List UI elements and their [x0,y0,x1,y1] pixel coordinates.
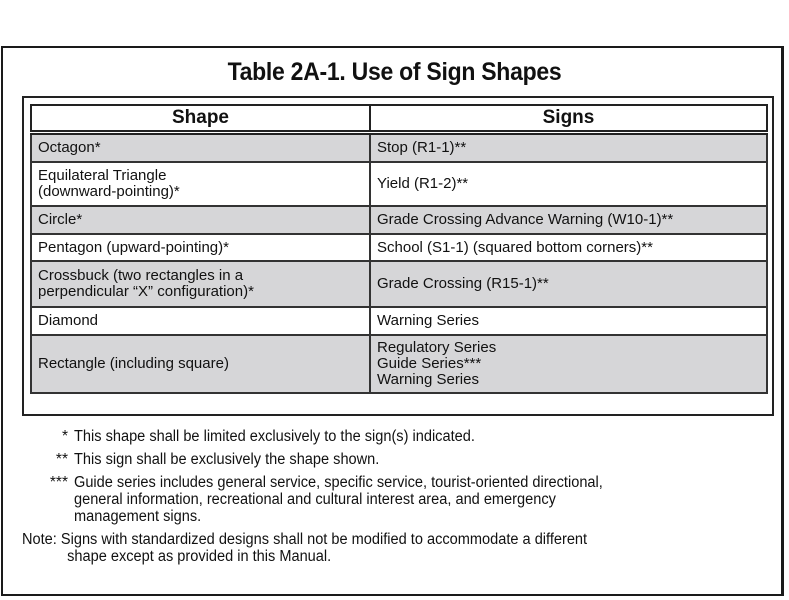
footnote-double-asterisk [22,451,762,468]
signs-text: Yield (R1-2)** [377,175,469,192]
shape-text: perpendicular “X” configuration)* [38,283,254,300]
shape-text: Octagon* [38,139,101,156]
footnote-line: general information, recreational and cultural interest area, and emergency [74,491,556,508]
sign-shapes-table [30,104,768,394]
signs-text: Warning Series [377,312,479,329]
signs-text: Grade Crossing Advance Warning (W10-1)** [377,211,674,228]
shape-text: (downward-pointing)* [38,183,180,200]
shape-text: Pentagon (upward-pointing)* [38,238,229,256]
footnote-text [74,474,760,525]
shape-text: Diamond [38,312,99,329]
note-label: Note: [22,531,57,548]
shape-cell [31,307,370,335]
table-row-diamond [31,307,767,335]
signs-text: Grade Crossing (R15-1)** [377,275,549,292]
footnote-text [74,451,760,468]
table-row-octagon [31,133,767,163]
shape-cell [31,335,370,393]
shape-text: Crossbuck (two rectangles in a [38,267,244,284]
signs-cell [370,261,767,307]
footnote-single-asterisk [22,428,762,445]
signs-cell [370,234,767,261]
signs-text: Guide Series*** [377,355,482,372]
footnotes [22,428,762,571]
footnote-line: Guide series includes general service, specific service, tourist-oriented directional, [74,474,603,491]
table-row-crossbuck [31,261,767,307]
signs-text: Stop (R1-1)** [377,139,467,156]
footnote-mark: ** [55,451,68,468]
note-text [22,531,759,565]
signs-cell [370,206,767,234]
footnote-line: This sign shall be exclusively the shape shown. [74,451,380,468]
shape-text: Equilateral Triangle [38,167,167,184]
footnote-line: management signs. [74,508,202,525]
footnote-mark: * [61,428,68,445]
signs-text: School (S1-1) (squared bottom corners)** [377,238,653,256]
shape-cell [31,234,370,261]
signs-text: Regulatory Series [377,339,497,356]
column-header-shape: Shape [31,105,370,133]
shape-cell [31,133,370,163]
footnote-triple-asterisk [22,474,762,525]
table-row-triangle [31,162,767,206]
shape-text: Circle* [38,211,83,228]
column-header-signs: Signs [370,105,767,133]
footnote-mark: *** [49,474,68,491]
table-row-rectangle [31,335,767,393]
shape-text: Rectangle (including square) [38,355,229,372]
note-line: Signs with standardized designs shall not be modified to accommodate a different [60,531,588,548]
shape-cell [31,206,370,234]
signs-cell [370,133,767,163]
signs-cell [370,162,767,206]
shape-cell [31,162,370,206]
table-title: Table 2A-1. Use of Sign Shapes [227,58,562,86]
note [22,531,762,565]
table-header-row [31,105,767,133]
signs-text: Warning Series [377,371,479,388]
shape-cell [31,261,370,307]
signs-cell [370,307,767,335]
table-row-pentagon [31,234,767,261]
footnote-line: This shape shall be limited exclusively to the sign(s) indicated. [74,428,475,445]
footnote-text [74,428,760,445]
note-line: shape except as provided in this Manual. [67,548,332,565]
table-row-circle [31,206,767,234]
signs-cell [370,335,767,393]
